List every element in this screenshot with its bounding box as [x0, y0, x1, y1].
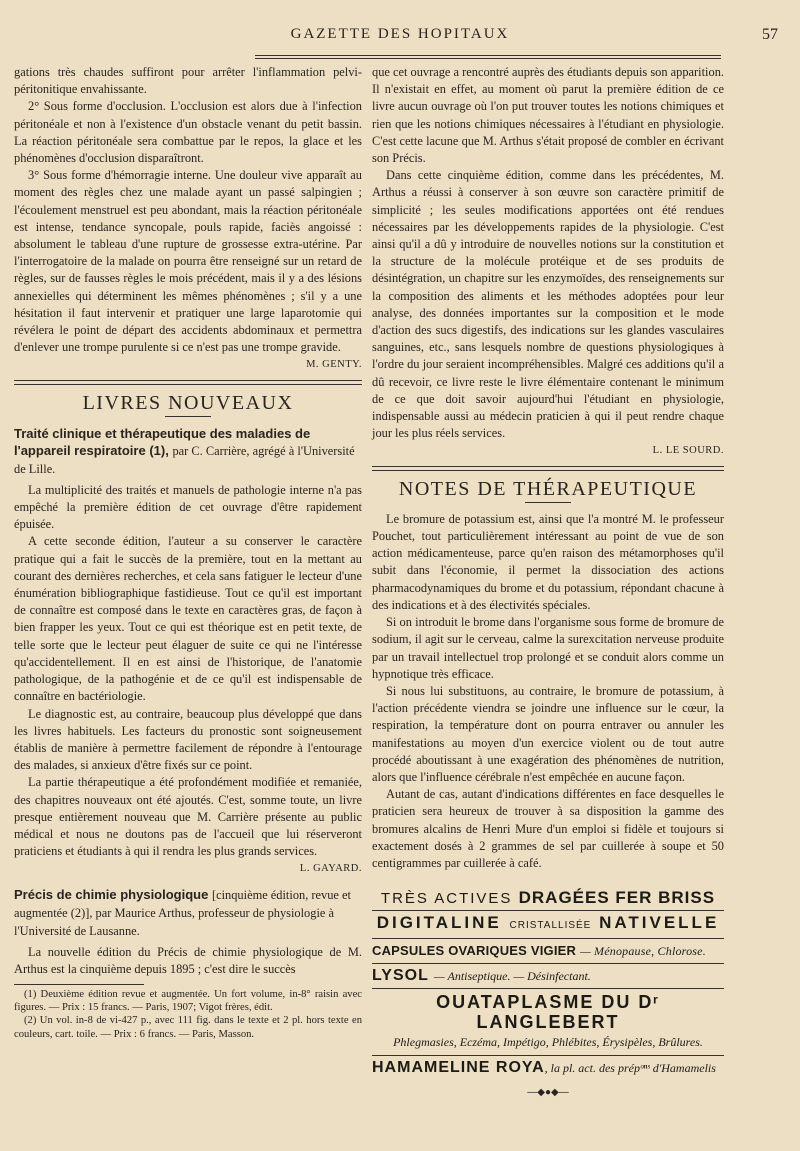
section-divider	[372, 466, 724, 471]
ad-brand: DIGITALINE	[376, 913, 502, 933]
paragraph: Le diagnostic est, au contraire, beaucoup plus développé que dans les livres habituels. Les facteurs du pronostic sont soigneusement établis de manière à permettre facilement de répondre à l'entourage des malades, si anxieux d'être fixés sur ce point.	[14, 706, 362, 773]
section-title-livres-nouveaux: LIVRES NOUVEAUX	[82, 391, 294, 414]
paragraph: La multiplicité des traités et manuels de pathologie interne n'a pas empêché la première édition de cet ouvrage d'être rapidement épuisée.	[14, 482, 362, 532]
ad-hamameline-roya	[372, 1056, 724, 1080]
paragraph: Si nous lui substituons, au contraire, le bromure de potassium, à l'action précédente viendra se joindre une influence sur le cœur, la respiration, la température dont on pourra entraver ou annuler les manifestations au moyen d'un exercice violent ou de tout autre procédé aboutissant à une exagération des phénomènes de nutrition, alors que l'influence cérébrale n'est empêchée en aucune façon.	[372, 683, 724, 784]
ad-lysol	[372, 964, 724, 988]
ornament-icon: —◆●◆—	[527, 1087, 569, 1099]
page-header	[10, 26, 790, 50]
paragraph: 3° Sous forme d'hémorragie interne. Une douleur vive apparaît au moment des règles chez une malade ayant un passé salpingien ; l'écoulement menstruel est peu abondant, mais la réaction péritonéale est intense, tendance syncopale, pouls rapide, faciès angoissé : absolument le tableau d'une rupture de grossesse extra-utérine. Par l'interrogatoire de la malade on pourra être renseigné sur un retard de règles, sur de fausses règles le mois précédent, mais il y a des lésions annexielles qui déterminent les mêmes phénomènes ; s'il y a une hésitation il faut intervenir et pratiquer une large laparotomie qui révélera le point de départ des accidents abdominaux et permettra d'enlever une trompe purulente si ce n'est pas une trompe gravide.	[14, 168, 362, 355]
paragraph: Autant de cas, autant d'indications différentes en face desquelles le praticien sera heureux de trouver à sa disposition la gamme des bromures alcalins de Henri Mure d'un emploi si fidèle et toujours si exactement dosés à 2 grammes de sel par cuillerée à soupe et 50 centigrammes par cuillerée à café.	[372, 787, 724, 870]
section-divider	[14, 380, 362, 385]
paragraph: La nouvelle édition du Précis de chimie physiologique de M. Arthus est la cinquième depuis 1895 ; c'est dire le succès	[14, 944, 362, 976]
advertisements	[372, 886, 724, 1101]
ad-dragees-fer-briss	[372, 886, 724, 910]
paragraph: 2° Sous forme d'occlusion. L'occlusion est alors due à l'infection péritonéale et non à l'existence d'un obstacle venant du petit bassin. La réaction péritonéale sera combattue par le repos, la glace et les phénomènes d'occlusion disparaîtront.	[14, 99, 362, 166]
footnote: (1) Deuxième édition revue et augmentée. Un fort volume, in-8° raisin avec figures. — Prix : 15 francs. — Paris, 1907; Vigot frères, édit.	[14, 988, 362, 1014]
ad-capsules-vigier	[372, 939, 724, 963]
left-column	[14, 64, 362, 1041]
ad-brand: HAMAMELINE ROYA	[372, 1058, 545, 1076]
ad-brand: OUATAPLASME DU Dʳ LANGLEBERT	[436, 991, 660, 1032]
paragraph: A cette seconde édition, l'auteur a su conserver le caractère pratique qui a fait le succès de la première, tout en la mettant au courant des dernières recherches, et cela sans fatiguer le lecteur d'une énumération bibliographique fastidieuse. Tout ce qu'il est important de connaître est composé dans le texte en caractères gras, de façon à bien frapper les yeux. Tout ce qui est théorique est en petit texte, de telle sorte que le lecteur peut élaguer de suite ce qui ne l'intéresse qu'accidentellement. Il en est ainsi de l'historique, de l'anatomie pathologique, de la pathogénie et de ce qu'il est indispensable de connaître en bactériologie.	[14, 534, 362, 704]
ad-brand: DRAGÉES FER BRISS	[518, 888, 716, 908]
journal-title: GAZETTE DES HOPITAUX	[290, 26, 510, 42]
book-title-author: par C. Carrière, agrégé à l'Université de Lille.	[14, 443, 355, 476]
ad-text: — Antiseptique. — Désinfectant.	[434, 968, 591, 983]
page-number: 57	[762, 26, 778, 43]
section-title-notes-therapeutique: NOTES DE THÉRAPEUTIQUE	[398, 477, 698, 500]
ad-text: Phlegmasies, Eczéma, Impétigo, Phlébites, Érysipèles, Brûlures.	[393, 1034, 703, 1049]
header-rule	[255, 55, 721, 59]
book-title	[14, 886, 362, 940]
author-signature: L. LE SOURD.	[652, 445, 724, 457]
title-underline	[525, 502, 571, 503]
paragraph: Le bromure de potassium est, ainsi que l'a montré M. le professeur Pouchet, tout particulièrement intéressant au point de vue de son action médicamenteuse, parce qu'en raison des métamorphoses qu'il subit dans l'économie, il permet la dissociation des actions pharmacodynamiques du brome et du potassium, répondant chacune à des indications et à des électivités spéciales.	[372, 511, 724, 612]
paragraph: Si on introduit le brome dans l'organisme sous forme de bromure de sodium, il agit sur le cerveau, calme la surexcitation nerveuse produite par un travail intellectuel trop prolongé et se conduit alors comme un hypnotique très efficace.	[372, 615, 724, 681]
ad-text: TRÈS ACTIVES	[380, 890, 513, 908]
ad-brand: NATIVELLE	[599, 913, 720, 933]
author-signature: L. GAYARD.	[299, 863, 362, 875]
footnote: (2) Un vol. in-8 de vi-427 p., avec 111 fig. dans le texte et 2 pl. hors texte en couleurs, cart. toile. — Prix : 6 francs. — Paris, Masson.	[14, 1015, 362, 1040]
footnote-rule	[14, 984, 144, 985]
book-title	[14, 425, 362, 478]
footnotes	[14, 988, 362, 1041]
paragraph: La partie thérapeutique a été profondément modifiée et remaniée, des chapitres nouveaux ont été ajoutés. C'est, somme toute, un livre presque entièrement nouveau que M. Carrière présente au public médical et nous ne doutons pas de l'accueil que lui réserveront praticiens et étudiants à qui il rendra les plus grands services.	[14, 775, 362, 859]
ad-brand: CAPSULES OVARIQUES VIGIER	[372, 942, 577, 958]
ad-digitaline-nativelle	[372, 911, 724, 937]
ad-text: CRISTALLISÉE	[509, 920, 592, 932]
title-underline	[165, 416, 211, 417]
paragraph: Dans cette cinquième édition, comme dans les précédentes, M. Arthus a réussi à conserver à son œuvre son caractère primitif de simplicité ; les seules modifications apportées ont été rendues nécessaires par les développements rapides de la physiologie. C'est ainsi qu'il a dû y introduire de nouvelles notions sur la constitution et la structure de la molécule protéique et de ses produits de désintégration, un chapitre sur les enzymoïdes, des renseignements sur la composition des aliments et les méthodes adoptées pour leur analyse, des données importantes sur la composition et le mode d'action des sucs digestifs, des indications sur les glandes vasculaires sanguines, etc., sans lesquels nombre de questions physiologiques à l'ordre du jour seraient incompréhensibles. Malgré ces additions qu'il a dû recevoir, ce livre reste le livre élémentaire contenant le minimum de ce que doit savoir aujourd'hui l'étudiant en physiologie, indispensable aussi au médecin praticien à qui il peut rendre chaque jour les plus réels services.	[372, 168, 724, 441]
right-column	[372, 64, 724, 1101]
book-title-main: Précis de chimie physiologique	[14, 886, 209, 902]
book-title-main: Traité clinique et thérapeutique des maladies de l'appareil respiratoire (1),	[14, 425, 311, 458]
ad-ouataplasme	[372, 989, 724, 1055]
ad-text: , la pl. act. des prépᵒⁿˢ d'Hamamelis	[544, 1060, 716, 1075]
ad-brand: LYSOL	[372, 966, 429, 984]
paragraph: que cet ouvrage a rencontré auprès des étudiants depuis son apparition. Il n'existait en effet, au moment où parut la première édition de ce livre aucun ouvrage où l'on put trouver toutes les notions chimiques et rien que les notions chimiques nécessaires à l'étudiant en physiologie. C'est cette lacune que M. Arthus s'était proposé de combler en écrivant son Précis.	[372, 65, 724, 166]
paragraph: gations très chaudes suffiront pour arrêter l'inflammation pelvi-péritonitique envahissante.	[14, 65, 362, 97]
author-signature: M. GENTY.	[306, 359, 362, 371]
ad-text: — Ménopause, Chlorose.	[579, 943, 706, 958]
book-title-author: [cinquième édition, revue et augmentée (2)], par Maurice Arthus, professeur de physiologie à l'Université de Lausanne.	[14, 887, 351, 938]
